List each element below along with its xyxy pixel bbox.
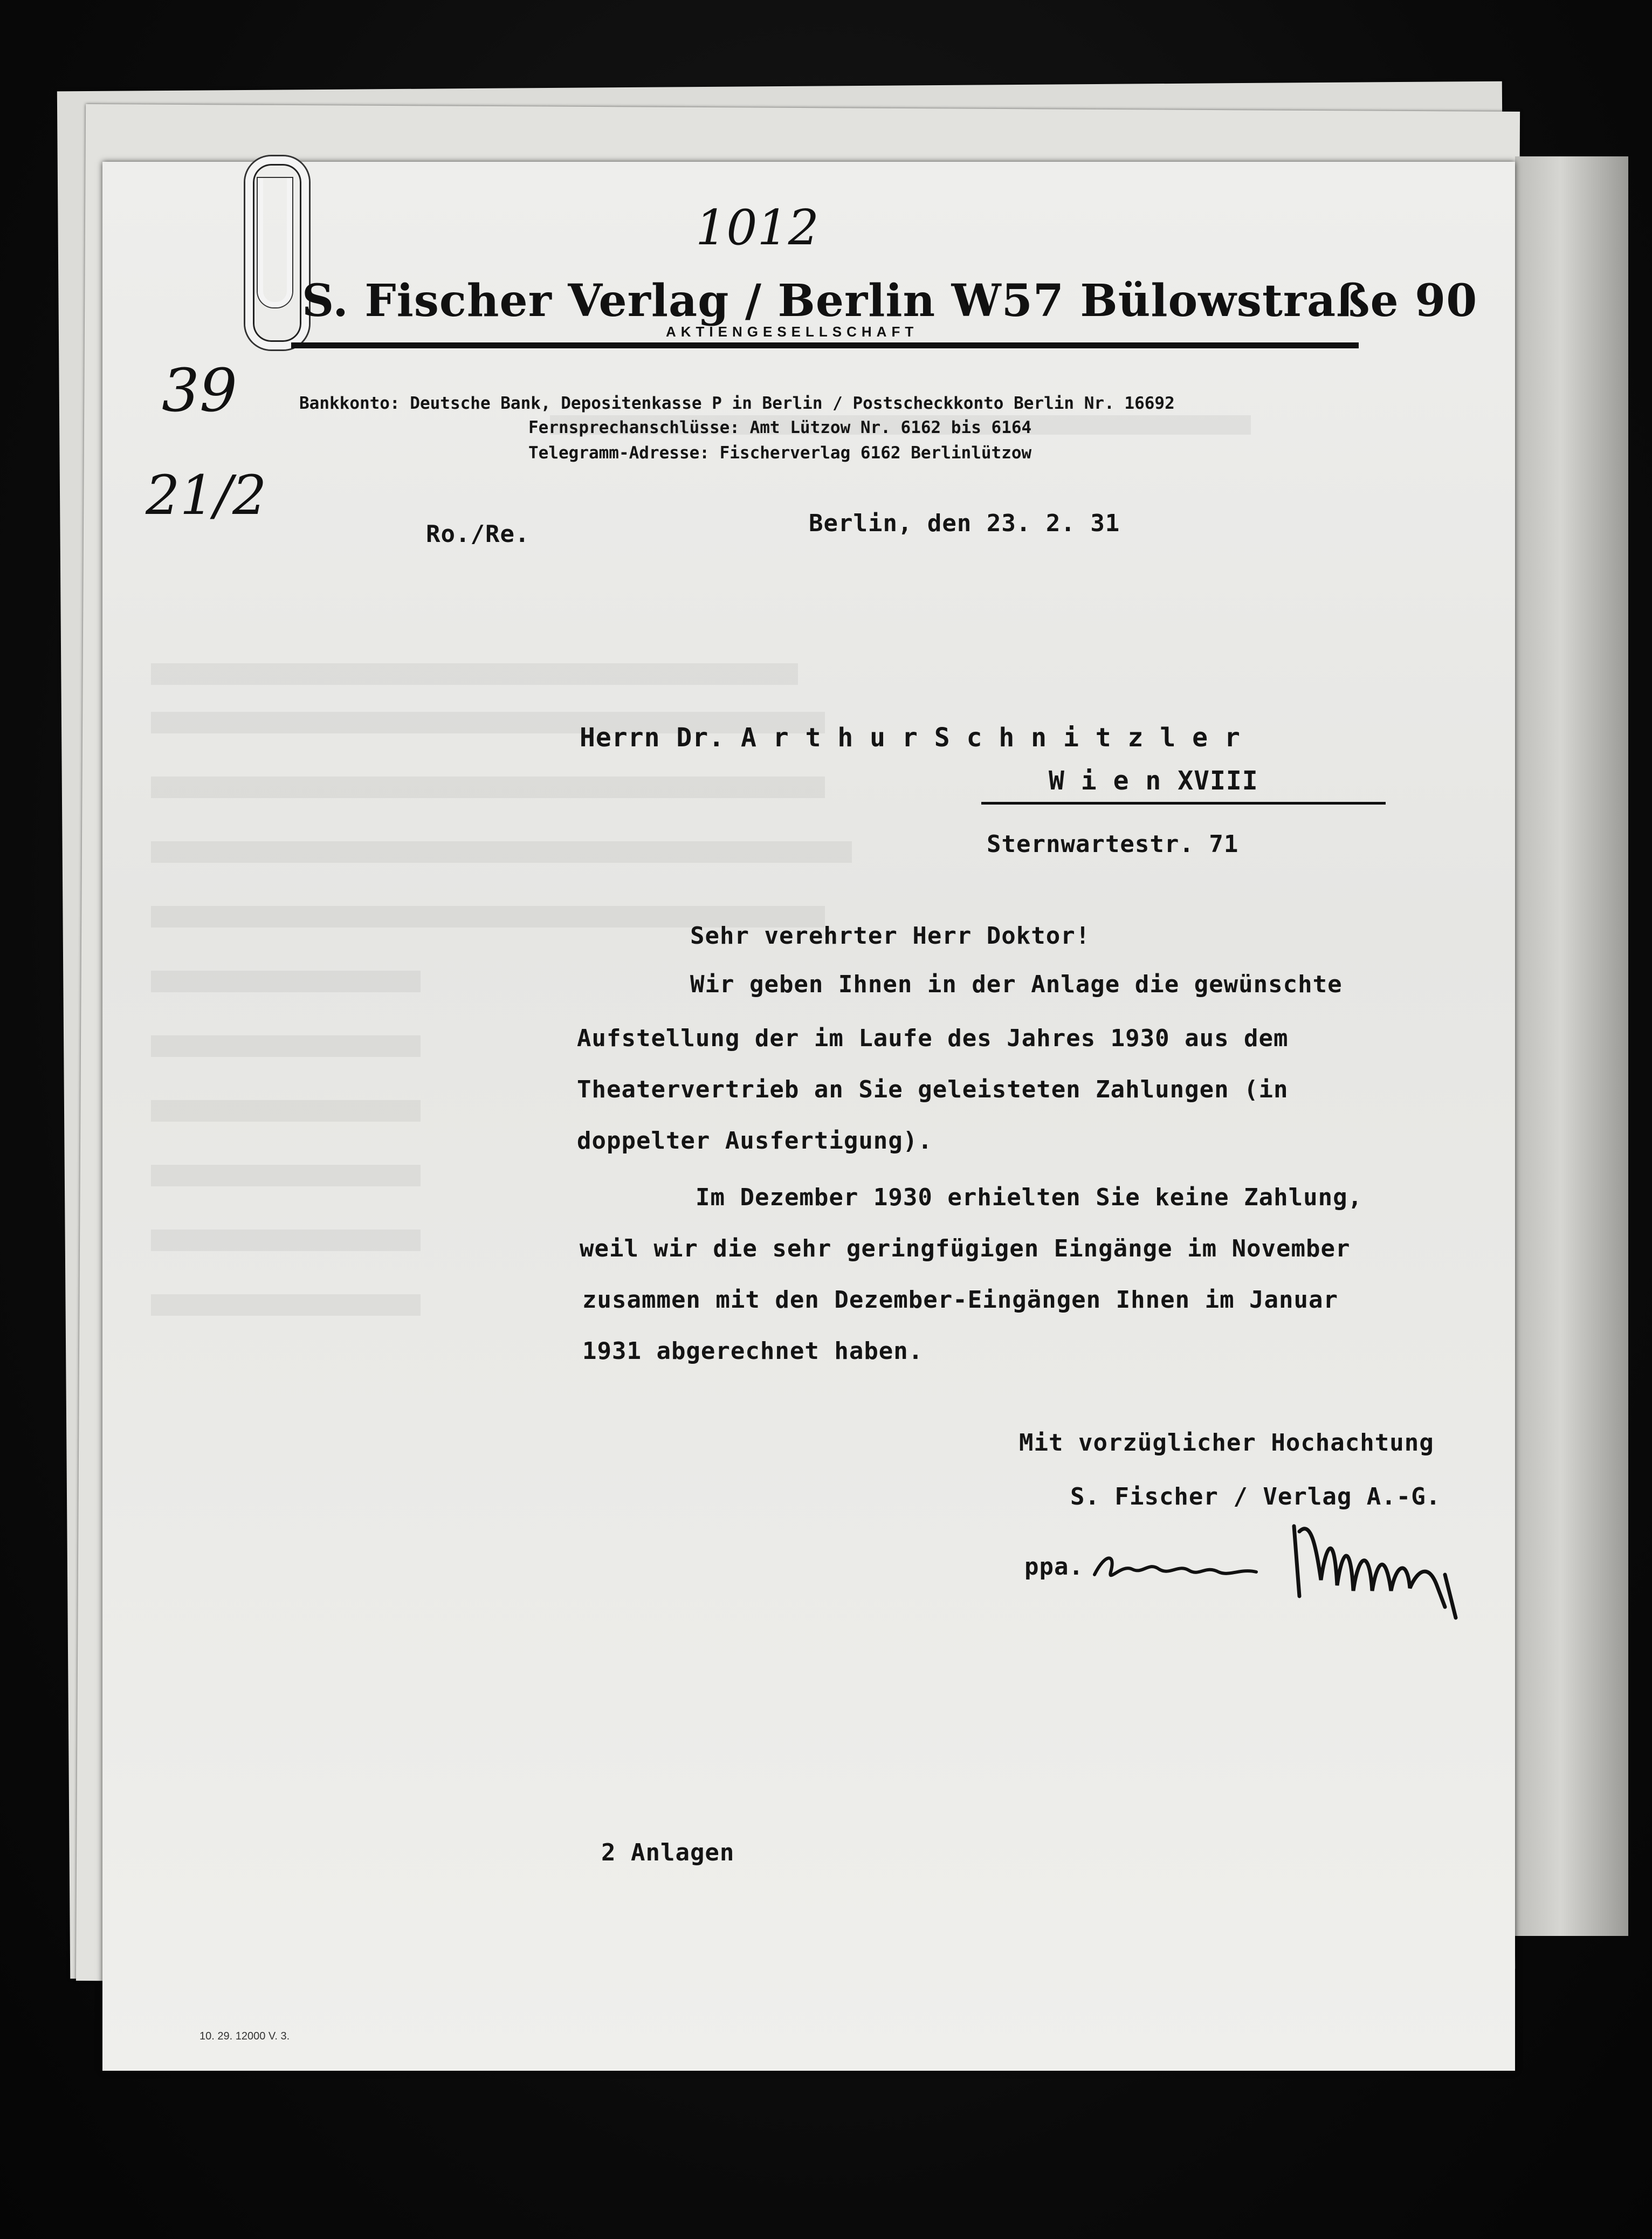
letterhead-company: S. Fischer Verlag / Berlin W57 Bülowstraße 90 bbox=[302, 275, 1478, 327]
archive-number-side-bottom: 21/2 bbox=[146, 464, 267, 527]
letterhead-subtitle: AKTIENGESELLSCHAFT bbox=[666, 324, 919, 340]
signer-company: S. Fischer / Verlag A.-G. bbox=[1070, 1483, 1441, 1510]
bleed-through bbox=[151, 1294, 421, 1316]
closing-phrase: Mit vorzüglicher Hochachtung bbox=[1019, 1429, 1434, 1457]
signature-2 bbox=[1283, 1510, 1477, 1634]
bleed-through bbox=[151, 663, 798, 685]
telegram-line: Telegramm-Adresse: Fischerverlag 6162 Berlinlützow bbox=[528, 443, 1032, 463]
bleed-through bbox=[151, 971, 421, 992]
bleed-through bbox=[151, 1100, 421, 1122]
phone-line: Fernsprechanschlüsse: Amt Lützow Nr. 6162 bis 6164 bbox=[528, 418, 1032, 437]
recipient-underline bbox=[981, 802, 1386, 805]
print-code: 10. 29. 12000 V. 3. bbox=[199, 2030, 290, 2042]
body-line: Im Dezember 1930 erhielten Sie keine Zahlung, bbox=[696, 1184, 1363, 1211]
archive-number-side-top: 39 bbox=[162, 356, 237, 425]
place-date: Berlin, den 23. 2. 31 bbox=[809, 510, 1120, 537]
bleed-through bbox=[151, 777, 825, 798]
reference-code: Ro./Re. bbox=[426, 520, 530, 548]
bleed-through bbox=[151, 841, 852, 863]
salutation: Sehr verehrter Herr Doktor! bbox=[690, 922, 1091, 950]
archive-number-top: 1012 bbox=[696, 200, 820, 256]
body-line: weil wir die sehr geringfügigen Eingänge im November bbox=[580, 1235, 1351, 1262]
stacked-sheet-edges bbox=[1515, 156, 1628, 1936]
bank-account-line: Bankkonto: Deutsche Bank, Depositenkasse P in Berlin / Postscheckkonto Berlin Nr. 16692 bbox=[299, 394, 1175, 413]
letterhead-rule bbox=[291, 342, 1359, 348]
recipient-name: Herrn Dr. A r t h u r S c h n i t z l e r bbox=[580, 723, 1241, 753]
ppa-label: ppa. bbox=[1024, 1553, 1084, 1581]
enclosures-note: 2 Anlagen bbox=[601, 1839, 735, 1866]
signature-1 bbox=[1089, 1542, 1262, 1591]
body-line: Aufstellung der im Laufe des Jahres 1930 aus dem bbox=[577, 1025, 1289, 1052]
bleed-through bbox=[151, 1165, 421, 1186]
body-line: 1931 abgerechnet haben. bbox=[582, 1337, 924, 1365]
body-line: Wir geben Ihnen in der Anlage die gewünschte bbox=[690, 971, 1343, 998]
recipient-city: W i e n XVIII bbox=[1049, 766, 1258, 796]
bleed-through bbox=[151, 1035, 421, 1057]
body-line: doppelter Ausfertigung). bbox=[577, 1127, 933, 1155]
recipient-street: Sternwartestr. 71 bbox=[987, 830, 1239, 858]
body-line: Theatervertrieb an Sie geleisteten Zahlungen (in bbox=[577, 1076, 1289, 1103]
body-line: zusammen mit den Dezember-Eingängen Ihnen im Januar bbox=[582, 1286, 1339, 1314]
paper-clip-inner bbox=[258, 178, 292, 307]
bleed-through bbox=[151, 1230, 421, 1251]
